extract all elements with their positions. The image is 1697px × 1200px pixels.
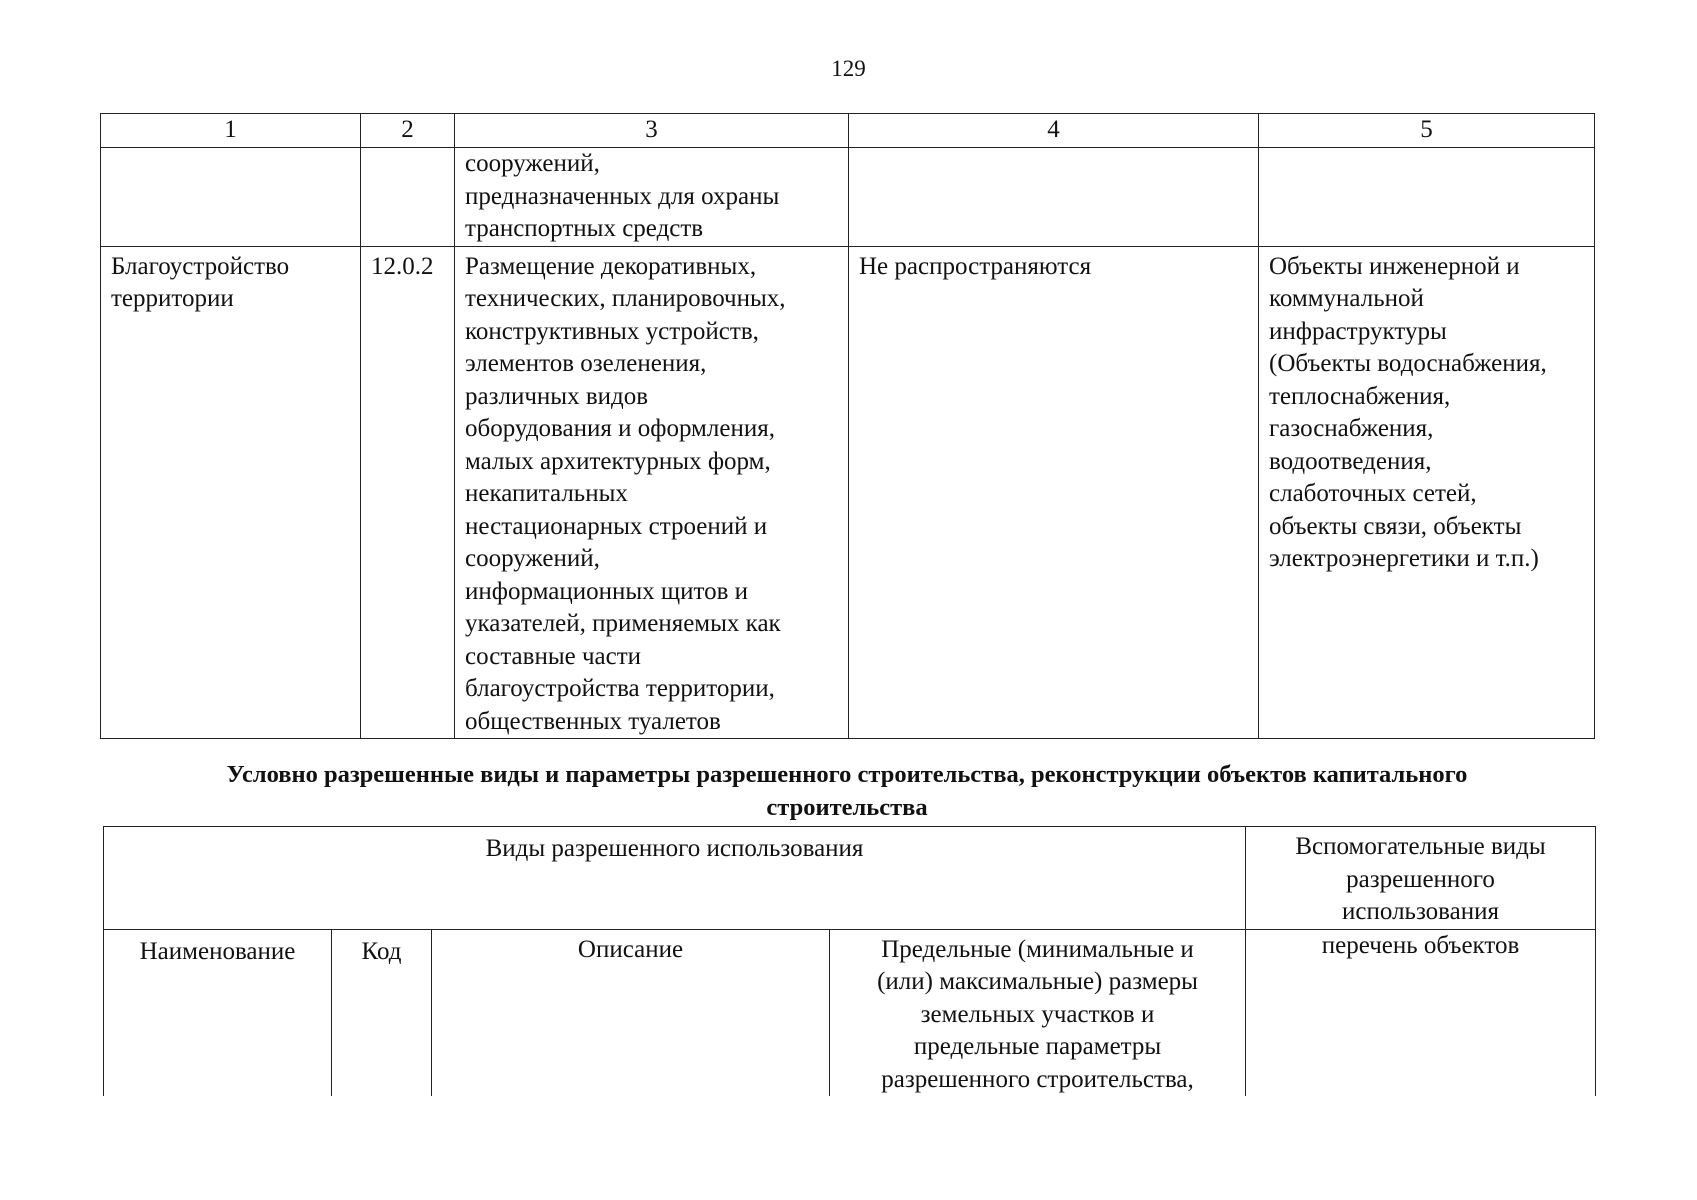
- section-heading: Условно разрешенные виды и параметры разрешенного строительства, реконструкции объектов капитального строительства: [226, 761, 1468, 821]
- page-number: 129: [831, 56, 866, 81]
- column-number-4: 4: [849, 114, 1259, 148]
- description-column-header: Описание: [432, 929, 830, 1096]
- use-name-cell: [101, 148, 361, 247]
- use-parameters-cell: Не распространяются: [849, 246, 1259, 739]
- use-code-cell: [361, 148, 455, 247]
- name-column-header: Наименование: [104, 929, 332, 1096]
- permitted-uses-header: Виды разрешенного использования: [104, 827, 1246, 930]
- permitted-use-table: [100, 113, 1595, 739]
- group-header-row: [104, 827, 1596, 930]
- use-name-cell: Благоустройство территории: [101, 246, 361, 739]
- object-list-column-header: перечень объектов: [1246, 929, 1596, 1096]
- use-code-cell: 12.0.2: [361, 246, 455, 739]
- column-header-row: [104, 929, 1596, 1096]
- code-column-header: Код: [332, 929, 432, 1096]
- auxiliary-uses-cell: [1259, 148, 1595, 247]
- column-number-3: 3: [455, 114, 849, 148]
- auxiliary-uses-cell: Объекты инженерной и коммунальной инфраструктуры (Объекты водоснабжения, теплоснабжения, газоснабжения, водоотведения, слаботочных сетей, объекты связи, объекты электроэнергетики и т.п.): [1259, 246, 1595, 739]
- table-row: [101, 148, 1595, 247]
- use-description-cell: Размещение декоративных, технических, планировочных, конструктивных устройств, элементов озеленения, различных видов оборудования и оформления, малых архитектурных форм, некапитальных нестационарных строений и сооружений, информационных щитов и указателей, применяемых как составные части благоустройства территории, общественных туалетов: [455, 246, 849, 739]
- use-parameters-cell: [849, 148, 1259, 247]
- use-description-cell: сооружений, предназначенных для охраны транспортных средств: [455, 148, 849, 247]
- column-number-5: 5: [1259, 114, 1595, 148]
- auxiliary-uses-header: Вспомогательные виды разрешенного использования: [1246, 827, 1596, 930]
- parameters-column-header: Предельные (минимальные и (или) максимальные) размеры земельных участков и предельные параметры разрешенного строительства,: [830, 929, 1246, 1096]
- conditional-use-table: [103, 826, 1596, 1096]
- column-number-row: [101, 114, 1595, 148]
- column-number-2: 2: [361, 114, 455, 148]
- column-number-1: 1: [101, 114, 361, 148]
- table-row: [101, 246, 1595, 739]
